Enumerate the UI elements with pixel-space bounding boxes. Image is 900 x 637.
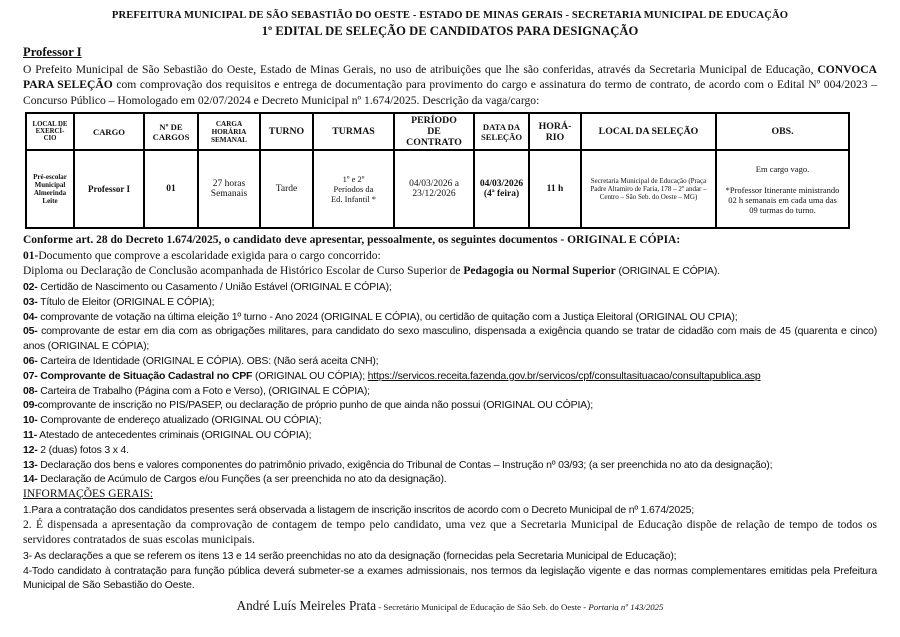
col-header-num-cargos: Nº DE CARGOS: [144, 113, 198, 150]
col-header-turmas: TURMAS: [313, 113, 394, 150]
footer-sep1: -: [376, 602, 384, 613]
doc-line-conforme: [23, 233, 877, 249]
cell-turmas: 1º e 2º Períodos da Ed. Infantil *: [313, 150, 394, 228]
doc-text-segment: 11-: [23, 428, 37, 441]
doc-text-segment: 07- Comprovante de Situação Cadastral no CPF: [23, 369, 253, 382]
col-header-turno: TURNO: [260, 113, 313, 150]
doc-text-segment: 04-: [23, 310, 38, 323]
col-header-local-exercicio: LOCAL DE EXERCÍ-CIO: [26, 113, 74, 150]
obs-line2: *Professor Itinerante ministrando 02 h semanais em cada uma das 09 turmas do turno.: [725, 184, 840, 215]
col-header-carga-horaria: CARGA HORÁRIA SEMANAL: [198, 113, 260, 150]
cell-obs: [716, 150, 849, 228]
doc-text-segment: 14-: [23, 473, 38, 486]
doc-text-segment: Carteira de Identidade (ORIGINAL E CÓPIA). OBS: (Não será aceita CNH);: [37, 354, 379, 367]
signatory-role: Secretário Municipal de Educação de São Seb. do Oeste: [383, 602, 582, 613]
vacancy-table: [25, 112, 850, 229]
doc-line-item-12: [23, 443, 877, 458]
doc-line-info-4: [23, 564, 877, 594]
intro-part1: O Prefeito Municipal de São Sebastião do Oeste, Estado de Minas Gerais, no uso de atribuições que lhe são conferidas, através da Secretaria Municipal de Educação,: [23, 63, 818, 76]
col-header-periodo-contrato: PERÍODO DE CONTRATO: [394, 113, 474, 150]
cpf-consulta-link[interactable]: https://servicos.receita.fazenda.gov.br/servicos/cpf/consultasituacao/consultapublica.asp: [367, 369, 761, 382]
doc-text-segment: 05-: [23, 325, 38, 338]
doc-line-item-03: [23, 295, 877, 310]
doc-text-segment: Carteira de Trabalho (Página com a Foto e Verso), (ORIGINAL E CÓPIA);: [37, 384, 370, 397]
doc-text-segment: 08-: [23, 384, 38, 397]
doc-text-segment: Declaração de Acúmulo de Cargos e/ou Funções (a ser preenchida no ato da designação).: [37, 473, 447, 486]
cell-periodo-contrato: 04/03/2026 a 23/12/2026: [394, 150, 474, 228]
doc-line-item-04: [23, 310, 877, 325]
doc-text-segment: Pedagogia ou Normal Superior: [463, 265, 616, 278]
doc-line-item-06: [23, 354, 877, 369]
cell-carga-horaria: 27 horas Semanais: [198, 150, 260, 228]
doc-text-segment: comprovante de votação na última eleição 1º turno - Ano 2024 (ORIGINAL E CÓPIA), ou certidão de quitação com a Justiça Eleitoral (ORIGINAL OU CPIA);: [37, 310, 738, 323]
doc-line-item-11: [23, 428, 877, 443]
doc-text-segment: 2. É dispensada a apresentação da comprovação de contagem de tempo pelo candidato, uma vez que a Secretaria Municipal de Educação dispõe de relação de tempo de todos os servidores contratados de suas escolas municipais.: [23, 518, 877, 547]
doc-line-info-1: [23, 503, 877, 518]
doc-text-segment: 1.Para a contratação dos candidatos presentes será observada a listagem de inscrição inscritos de acordo com o Decreto Municipal de nº 1.674/2025;: [23, 503, 694, 516]
doc-text-segment: comprovante de estar em dia com as obrigações militares, para candidato do sexo masculino, dispensada a exigência quando se tratar de cidadão com mais de 45 (quarenta e cinco) anos (ORIGINAL E CÓPIA);: [23, 325, 877, 353]
doc-text-segment: 01-: [23, 249, 39, 262]
cell-data-selecao: 04/03/2026 (4ª feira): [474, 150, 529, 228]
doc-text-segment: Comprovante de endereço atualizado (ORIGINAL OU CÓPIA);: [37, 414, 322, 427]
doc-line-item-08: [23, 384, 877, 399]
doc-line-item-02: [23, 280, 877, 295]
signatory-name: André Luís Meireles Prata: [236, 598, 377, 614]
doc-text-segment: (ORIGINAL OU CÓPIA);: [252, 369, 368, 382]
doc-text-segment: 02-: [23, 281, 38, 293]
org-header: PREFEITURA MUNICIPAL DE SÃO SEBASTIÃO DO OESTE - ESTADO DE MINAS GERAIS - SECRETARIA MUNICIPAL DE EDUCAÇÃO: [111, 10, 789, 21]
doc-text-segment: 09-: [23, 399, 38, 412]
doc-line-item-07: [23, 369, 877, 384]
col-header-obs: OBS.: [716, 113, 849, 150]
doc-text-segment: 13-: [23, 458, 38, 471]
doc-text-segment: 2 (duas) fotos 3 x 4.: [37, 443, 129, 456]
doc-line-item-14: [23, 472, 877, 487]
signature-footer: [23, 598, 877, 614]
documents-section: [23, 233, 877, 593]
cell-num-cargos: 01: [144, 150, 198, 228]
position-title: Professor I: [23, 45, 82, 59]
col-header-local-selecao: LOCAL DA SELEÇÃO: [581, 113, 716, 150]
doc-line-item-10: [23, 413, 877, 428]
intro-paragraph: [23, 62, 877, 108]
doc-text-segment: comprovante de inscrição no PIS/PASEP, ou declaração de próprio punho de que ainda não possui (ORIGINAL OU CÓPIA);: [37, 399, 593, 412]
cell-local-exercicio: Pré-escolar Municipal Almerinda Leite: [26, 150, 74, 228]
signatory-portaria: Portaria nº 143/2025: [588, 602, 664, 613]
doc-line-item-05: [23, 324, 877, 354]
doc-text-segment: 4-Todo candidato à contratação para função pública deverá submeter-se a exames admissionais, nos termos da legislação vigente e das normas complementares emitidas pela Prefeitura Municipal de São Sebastião do Oeste.: [23, 564, 877, 592]
doc-text-segment: Diploma ou Declaração de Conclusão acompanhada de Histórico Escolar de Curso Superior de: [23, 265, 464, 278]
col-header-horario: HORÁ-RIO: [529, 113, 581, 150]
doc-line-item-01-diploma: [23, 264, 877, 280]
obs-line1: Em cargo vago.: [755, 163, 810, 174]
doc-line-info-title: [23, 487, 877, 503]
doc-text-segment: Declaração dos bens e valores componentes do patrimônio privado, exigência do Tribunal de Contas – Instrução nº 03/93; (a ser preenchida no ato da designação);: [37, 458, 773, 471]
doc-line-info-2: [23, 518, 877, 549]
doc-text-segment: INFORMAÇÕES GERAIS:: [23, 488, 154, 501]
doc-text-segment: 12-: [23, 443, 38, 456]
cell-local-selecao: Secretaria Municipal de Educação (Praça Padre Altamiro de Faria, 178 – 2º andar – Centro – São Seb. do Oeste – MG): [581, 150, 716, 228]
doc-text-segment: 06-: [23, 354, 38, 367]
intro-convoca: CONVOCA PARA SELEÇÃO: [23, 63, 877, 92]
doc-text-segment: 3- As declarações a que se referem os itens 13 e 14 serão preenchidas no ato da designação (fornecidas pela Secretaria Municipal de Educação);: [23, 549, 677, 562]
doc-text-segment: Atestado de antecedentes criminais (ORIGINAL OU CÓPIA);: [37, 428, 312, 441]
footer-sep2: -: [581, 602, 589, 613]
vacancy-table-header-row: [26, 113, 849, 150]
vacancy-row: [26, 150, 849, 228]
col-header-data-selecao: DATA DA SELEÇÃO: [474, 113, 529, 150]
doc-line-item-13: [23, 458, 877, 473]
edital-title: 1º EDITAL DE SELEÇÃO DE CANDIDATOS PARA DESIGNAÇÃO: [261, 24, 639, 38]
cell-turno: Tarde: [260, 150, 313, 228]
doc-text-segment: 10-: [23, 414, 38, 427]
col-header-cargo: CARGO: [74, 113, 144, 150]
doc-line-item-01: [23, 249, 877, 265]
intro-part2: com comprovação dos requisitos e entrega de documentação para provimento do cargo e assinatura do termo de contrato, de acordo com o Edital Nº 004/2023 – Concurso Público – Homologado em 02/07/2024 e Decreto Municipal nº 1.674/2025. Descrição da vaga/cargo:: [23, 78, 877, 107]
doc-text-segment: Documento que comprove a escolaridade exigida para o cargo concorrido:: [38, 249, 381, 262]
doc-line-item-09: [23, 398, 877, 413]
doc-text-segment: Certidão de Nascimento ou Casamento / União Estável (ORIGINAL E CÓPIA);: [37, 281, 392, 293]
cell-horario: 11 h: [529, 150, 581, 228]
doc-line-info-3: [23, 549, 877, 564]
cell-cargo: Professor I: [74, 150, 144, 228]
doc-text-segment: 03-: [23, 295, 38, 308]
doc-text-segment: Conforme art. 28 do Decreto 1.674/2025, o candidato deve apresentar, pessoalmente, os seguintes documentos - ORIGINAL E CÓPIA:: [23, 234, 681, 247]
doc-text-segment: Título de Eleitor (ORIGINAL E CÓPIA);: [37, 295, 215, 308]
doc-text-segment: (ORIGINAL E CÓPIA).: [615, 265, 720, 278]
